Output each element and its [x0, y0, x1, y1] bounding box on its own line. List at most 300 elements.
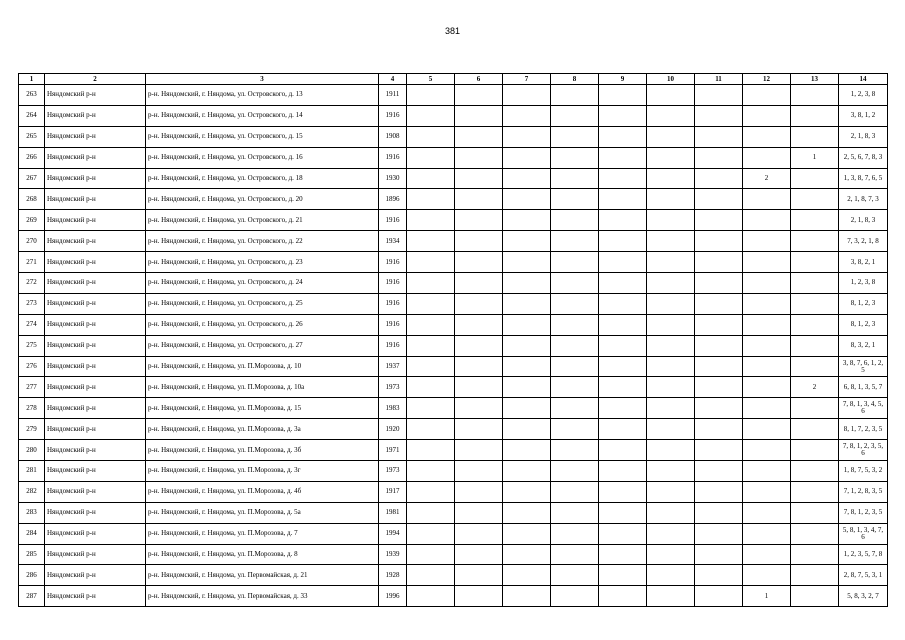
district-cell: Няндомский р-н: [45, 544, 146, 565]
year-cell: 1983: [379, 398, 407, 419]
col7-cell: [503, 189, 551, 210]
year-cell: 1973: [379, 377, 407, 398]
district-cell: Няндомский р-н: [45, 335, 146, 356]
col14-cell: 8, 1, 2, 3: [839, 293, 888, 314]
table-row: [19, 377, 888, 398]
year-cell: 1916: [379, 335, 407, 356]
year-cell: 1994: [379, 523, 407, 544]
col5-cell: [407, 105, 455, 126]
col8-cell: [551, 398, 599, 419]
col5-cell: [407, 586, 455, 607]
address-cell: р-н. Няндомский, г. Няндома, ул. П.Морозова, д. 3б: [146, 440, 379, 461]
col6-cell: [455, 440, 503, 461]
col6-cell: [455, 168, 503, 189]
column-header: 9: [599, 74, 647, 85]
district-cell: Няндомский р-н: [45, 147, 146, 168]
table-row: [19, 105, 888, 126]
col14-cell: 7, 3, 2, 1, 8: [839, 231, 888, 252]
col7-cell: [503, 419, 551, 440]
col10-cell: [647, 419, 695, 440]
col9-cell: [599, 481, 647, 502]
col5-cell: [407, 419, 455, 440]
col13-cell: [791, 335, 839, 356]
district-cell: Няндомский р-н: [45, 210, 146, 231]
col8-cell: [551, 586, 599, 607]
col9-cell: [599, 189, 647, 210]
col10-cell: [647, 168, 695, 189]
col14-cell: 7, 8, 1, 3, 4, 5, 6: [839, 398, 888, 419]
col5-cell: [407, 314, 455, 335]
table-row: [19, 461, 888, 482]
column-header: 5: [407, 74, 455, 85]
table-row: [19, 168, 888, 189]
col11-cell: [695, 105, 743, 126]
col9-cell: [599, 398, 647, 419]
col8-cell: [551, 231, 599, 252]
col13-cell: [791, 544, 839, 565]
col10-cell: [647, 273, 695, 294]
col14-cell: 8, 1, 2, 3: [839, 314, 888, 335]
col8-cell: [551, 356, 599, 377]
col10-cell: [647, 356, 695, 377]
row-number: 263: [19, 85, 45, 106]
col14-cell: 2, 1, 8, 3: [839, 126, 888, 147]
row-number: 285: [19, 544, 45, 565]
col9-cell: [599, 586, 647, 607]
col8-cell: [551, 523, 599, 544]
address-cell: р-н. Няндомский, г. Няндома, ул. Островского, д. 20: [146, 189, 379, 210]
address-cell: р-н. Няндомский, г. Няндома, ул. Первомайская, д. 33: [146, 586, 379, 607]
col7-cell: [503, 314, 551, 335]
col14-cell: 1, 2, 3, 8: [839, 273, 888, 294]
address-cell: р-н. Няндомский, г. Няндома, ул. П.Морозова, д. 8: [146, 544, 379, 565]
col10-cell: [647, 544, 695, 565]
col8-cell: [551, 335, 599, 356]
col11-cell: [695, 231, 743, 252]
col5-cell: [407, 210, 455, 231]
col9-cell: [599, 85, 647, 106]
col6-cell: [455, 105, 503, 126]
year-cell: 1928: [379, 565, 407, 586]
district-cell: Няндомский р-н: [45, 586, 146, 607]
col13-cell: [791, 210, 839, 231]
col11-cell: [695, 565, 743, 586]
district-cell: Няндомский р-н: [45, 105, 146, 126]
col5-cell: [407, 231, 455, 252]
table-row: [19, 544, 888, 565]
address-cell: р-н. Няндомский, г. Няндома, ул. Островского, д. 26: [146, 314, 379, 335]
year-cell: 1981: [379, 502, 407, 523]
col10-cell: [647, 481, 695, 502]
col7-cell: [503, 147, 551, 168]
col7-cell: [503, 461, 551, 482]
col12-cell: [743, 231, 791, 252]
col12-cell: [743, 565, 791, 586]
col12-cell: [743, 210, 791, 231]
col7-cell: [503, 544, 551, 565]
table-row: [19, 314, 888, 335]
col11-cell: [695, 377, 743, 398]
table-row: [19, 273, 888, 294]
col12-cell: [743, 85, 791, 106]
column-header: 6: [455, 74, 503, 85]
col9-cell: [599, 461, 647, 482]
col10-cell: [647, 293, 695, 314]
col7-cell: [503, 105, 551, 126]
address-cell: р-н. Няндомский, г. Няндома, ул. П.Морозова, д. 3а: [146, 419, 379, 440]
col5-cell: [407, 356, 455, 377]
col13-cell: [791, 356, 839, 377]
col14-cell: 5, 8, 3, 2, 7: [839, 586, 888, 607]
col7-cell: [503, 481, 551, 502]
column-header: 14: [839, 74, 888, 85]
address-cell: р-н. Няндомский, г. Няндома, ул. Островского, д. 23: [146, 252, 379, 273]
col11-cell: [695, 586, 743, 607]
district-cell: Няндомский р-н: [45, 356, 146, 377]
row-number: 275: [19, 335, 45, 356]
district-cell: Няндомский р-н: [45, 168, 146, 189]
year-cell: 1916: [379, 252, 407, 273]
col8-cell: [551, 544, 599, 565]
col6-cell: [455, 189, 503, 210]
address-cell: р-н. Няндомский, г. Няндома, ул. П.Морозова, д. 10а: [146, 377, 379, 398]
col12-cell: [743, 293, 791, 314]
col9-cell: [599, 377, 647, 398]
year-cell: 1971: [379, 440, 407, 461]
col10-cell: [647, 105, 695, 126]
col11-cell: [695, 210, 743, 231]
col8-cell: [551, 377, 599, 398]
col10-cell: [647, 210, 695, 231]
col5-cell: [407, 147, 455, 168]
year-cell: 1934: [379, 231, 407, 252]
col11-cell: [695, 523, 743, 544]
col11-cell: [695, 544, 743, 565]
col5-cell: [407, 565, 455, 586]
row-number: 284: [19, 523, 45, 544]
row-number: 283: [19, 502, 45, 523]
col9-cell: [599, 147, 647, 168]
col7-cell: [503, 523, 551, 544]
column-header: 10: [647, 74, 695, 85]
col10-cell: [647, 231, 695, 252]
district-cell: Няндомский р-н: [45, 314, 146, 335]
district-cell: Няндомский р-н: [45, 293, 146, 314]
col6-cell: [455, 231, 503, 252]
row-number: 278: [19, 398, 45, 419]
col13-cell: [791, 126, 839, 147]
column-header: 7: [503, 74, 551, 85]
table-row: [19, 586, 888, 607]
year-cell: 1908: [379, 126, 407, 147]
year-cell: 1917: [379, 481, 407, 502]
col12-cell: [743, 502, 791, 523]
col9-cell: [599, 293, 647, 314]
district-cell: Няндомский р-н: [45, 440, 146, 461]
col10-cell: [647, 147, 695, 168]
col13-cell: [791, 419, 839, 440]
col11-cell: [695, 85, 743, 106]
column-header: 2: [45, 74, 146, 85]
col11-cell: [695, 356, 743, 377]
address-cell: р-н. Няндомский, г. Няндома, ул. Островского, д. 25: [146, 293, 379, 314]
col8-cell: [551, 565, 599, 586]
col14-cell: 2, 1, 8, 3: [839, 210, 888, 231]
address-cell: р-н. Няндомский, г. Няндома, ул. Островского, д. 14: [146, 105, 379, 126]
district-cell: Няндомский р-н: [45, 419, 146, 440]
col9-cell: [599, 252, 647, 273]
year-cell: 1937: [379, 356, 407, 377]
col6-cell: [455, 335, 503, 356]
col7-cell: [503, 126, 551, 147]
col5-cell: [407, 252, 455, 273]
col10-cell: [647, 565, 695, 586]
col10-cell: [647, 377, 695, 398]
col11-cell: [695, 252, 743, 273]
col6-cell: [455, 565, 503, 586]
col14-cell: 7, 8, 1, 2, 3, 5, 6: [839, 440, 888, 461]
row-number: 270: [19, 231, 45, 252]
district-cell: Няндомский р-н: [45, 502, 146, 523]
table-row: [19, 126, 888, 147]
col13-cell: [791, 85, 839, 106]
year-cell: 1916: [379, 105, 407, 126]
col5-cell: [407, 523, 455, 544]
col14-cell: 6, 8, 1, 3, 5, 7: [839, 377, 888, 398]
column-header: 13: [791, 74, 839, 85]
col7-cell: [503, 356, 551, 377]
col5-cell: [407, 440, 455, 461]
col7-cell: [503, 398, 551, 419]
col11-cell: [695, 398, 743, 419]
col5-cell: [407, 293, 455, 314]
col8-cell: [551, 440, 599, 461]
col5-cell: [407, 544, 455, 565]
row-number: 281: [19, 461, 45, 482]
col14-cell: 7, 8, 1, 2, 3, 5: [839, 502, 888, 523]
row-number: 273: [19, 293, 45, 314]
col8-cell: [551, 252, 599, 273]
col8-cell: [551, 314, 599, 335]
header-row: [19, 74, 888, 85]
col11-cell: [695, 126, 743, 147]
table-row: [19, 419, 888, 440]
year-cell: 1916: [379, 314, 407, 335]
col5-cell: [407, 335, 455, 356]
col13-cell: [791, 586, 839, 607]
district-cell: Няндомский р-н: [45, 461, 146, 482]
row-number: 265: [19, 126, 45, 147]
col10-cell: [647, 398, 695, 419]
row-number: 279: [19, 419, 45, 440]
col12-cell: 2: [743, 168, 791, 189]
col12-cell: 1: [743, 586, 791, 607]
col14-cell: 1, 2, 3, 5, 7, 8: [839, 544, 888, 565]
col9-cell: [599, 419, 647, 440]
year-cell: 1916: [379, 210, 407, 231]
year-cell: 1916: [379, 147, 407, 168]
col13-cell: 1: [791, 147, 839, 168]
col14-cell: 8, 1, 7, 2, 3, 5: [839, 419, 888, 440]
col6-cell: [455, 85, 503, 106]
col12-cell: [743, 314, 791, 335]
col6-cell: [455, 356, 503, 377]
col10-cell: [647, 335, 695, 356]
year-cell: 1916: [379, 293, 407, 314]
col8-cell: [551, 189, 599, 210]
column-header: 4: [379, 74, 407, 85]
district-cell: Няндомский р-н: [45, 481, 146, 502]
col9-cell: [599, 314, 647, 335]
table-row: [19, 481, 888, 502]
address-cell: р-н. Няндомский, г. Няндома, ул. П.Морозова, д. 5а: [146, 502, 379, 523]
col6-cell: [455, 147, 503, 168]
col6-cell: [455, 273, 503, 294]
col9-cell: [599, 440, 647, 461]
col8-cell: [551, 85, 599, 106]
address-cell: р-н. Няндомский, г. Няндома, ул. Островского, д. 18: [146, 168, 379, 189]
col9-cell: [599, 335, 647, 356]
address-cell: р-н. Няндомский, г. Няндома, ул. Островского, д. 15: [146, 126, 379, 147]
col9-cell: [599, 231, 647, 252]
row-number: 286: [19, 565, 45, 586]
table-row: [19, 85, 888, 106]
col8-cell: [551, 461, 599, 482]
col11-cell: [695, 419, 743, 440]
col5-cell: [407, 461, 455, 482]
col13-cell: [791, 502, 839, 523]
col5-cell: [407, 85, 455, 106]
table-row: [19, 398, 888, 419]
col12-cell: [743, 335, 791, 356]
col12-cell: [743, 419, 791, 440]
col6-cell: [455, 314, 503, 335]
address-cell: р-н. Няндомский, г. Няндома, ул. Островского, д. 21: [146, 210, 379, 231]
address-cell: р-н. Няндомский, г. Няндома, ул. Островского, д. 24: [146, 273, 379, 294]
col12-cell: [743, 481, 791, 502]
col8-cell: [551, 105, 599, 126]
col13-cell: [791, 231, 839, 252]
col9-cell: [599, 544, 647, 565]
table-row: [19, 335, 888, 356]
column-header: 12: [743, 74, 791, 85]
col13-cell: [791, 565, 839, 586]
col11-cell: [695, 440, 743, 461]
col14-cell: 2, 5, 6, 7, 8, 3: [839, 147, 888, 168]
year-cell: 1930: [379, 168, 407, 189]
col5-cell: [407, 273, 455, 294]
page-number: 381: [444, 26, 461, 36]
col13-cell: [791, 293, 839, 314]
row-number: 266: [19, 147, 45, 168]
col9-cell: [599, 273, 647, 294]
col7-cell: [503, 210, 551, 231]
address-cell: р-н. Няндомский, г. Няндома, ул. Островского, д. 16: [146, 147, 379, 168]
col6-cell: [455, 252, 503, 273]
row-number: 264: [19, 105, 45, 126]
col7-cell: [503, 565, 551, 586]
col14-cell: 2, 1, 8, 7, 3: [839, 189, 888, 210]
col6-cell: [455, 523, 503, 544]
col6-cell: [455, 293, 503, 314]
table-row: [19, 189, 888, 210]
col13-cell: [791, 168, 839, 189]
col13-cell: [791, 189, 839, 210]
col9-cell: [599, 565, 647, 586]
col13-cell: [791, 105, 839, 126]
col13-cell: [791, 481, 839, 502]
row-number: 272: [19, 273, 45, 294]
col8-cell: [551, 168, 599, 189]
column-header: 8: [551, 74, 599, 85]
address-cell: р-н. Няндомский, г. Няндома, ул. П.Морозова, д. 7: [146, 523, 379, 544]
col6-cell: [455, 377, 503, 398]
col8-cell: [551, 210, 599, 231]
col7-cell: [503, 293, 551, 314]
year-cell: 1996: [379, 586, 407, 607]
col7-cell: [503, 440, 551, 461]
col6-cell: [455, 586, 503, 607]
col11-cell: [695, 502, 743, 523]
col8-cell: [551, 293, 599, 314]
col9-cell: [599, 502, 647, 523]
col11-cell: [695, 168, 743, 189]
row-number: 274: [19, 314, 45, 335]
row-number: 280: [19, 440, 45, 461]
col11-cell: [695, 189, 743, 210]
col5-cell: [407, 481, 455, 502]
col9-cell: [599, 523, 647, 544]
col13-cell: [791, 523, 839, 544]
district-cell: Няндомский р-н: [45, 377, 146, 398]
col12-cell: [743, 189, 791, 210]
row-number: 267: [19, 168, 45, 189]
col11-cell: [695, 273, 743, 294]
column-header: 11: [695, 74, 743, 85]
col11-cell: [695, 147, 743, 168]
col5-cell: [407, 189, 455, 210]
col7-cell: [503, 502, 551, 523]
table-row: [19, 293, 888, 314]
col12-cell: [743, 461, 791, 482]
col6-cell: [455, 544, 503, 565]
year-cell: 1973: [379, 461, 407, 482]
col9-cell: [599, 210, 647, 231]
col14-cell: 1, 8, 7, 5, 3, 2: [839, 461, 888, 482]
col7-cell: [503, 231, 551, 252]
district-cell: Няндомский р-н: [45, 85, 146, 106]
table-row: [19, 147, 888, 168]
col11-cell: [695, 335, 743, 356]
col13-cell: [791, 314, 839, 335]
col5-cell: [407, 168, 455, 189]
col5-cell: [407, 398, 455, 419]
col8-cell: [551, 147, 599, 168]
col6-cell: [455, 502, 503, 523]
col13-cell: [791, 461, 839, 482]
col13-cell: [791, 440, 839, 461]
col11-cell: [695, 314, 743, 335]
col10-cell: [647, 314, 695, 335]
year-cell: 1911: [379, 85, 407, 106]
district-cell: Няндомский р-н: [45, 523, 146, 544]
table-row: [19, 565, 888, 586]
address-cell: р-н. Няндомский, г. Няндома, ул. П.Морозова, д. 3г: [146, 461, 379, 482]
address-cell: р-н. Няндомский, г. Няндома, ул. П.Морозова, д. 15: [146, 398, 379, 419]
address-cell: р-н. Няндомский, г. Няндома, ул. Островского, д. 13: [146, 85, 379, 106]
col10-cell: [647, 252, 695, 273]
col14-cell: 1, 3, 8, 7, 6, 5: [839, 168, 888, 189]
